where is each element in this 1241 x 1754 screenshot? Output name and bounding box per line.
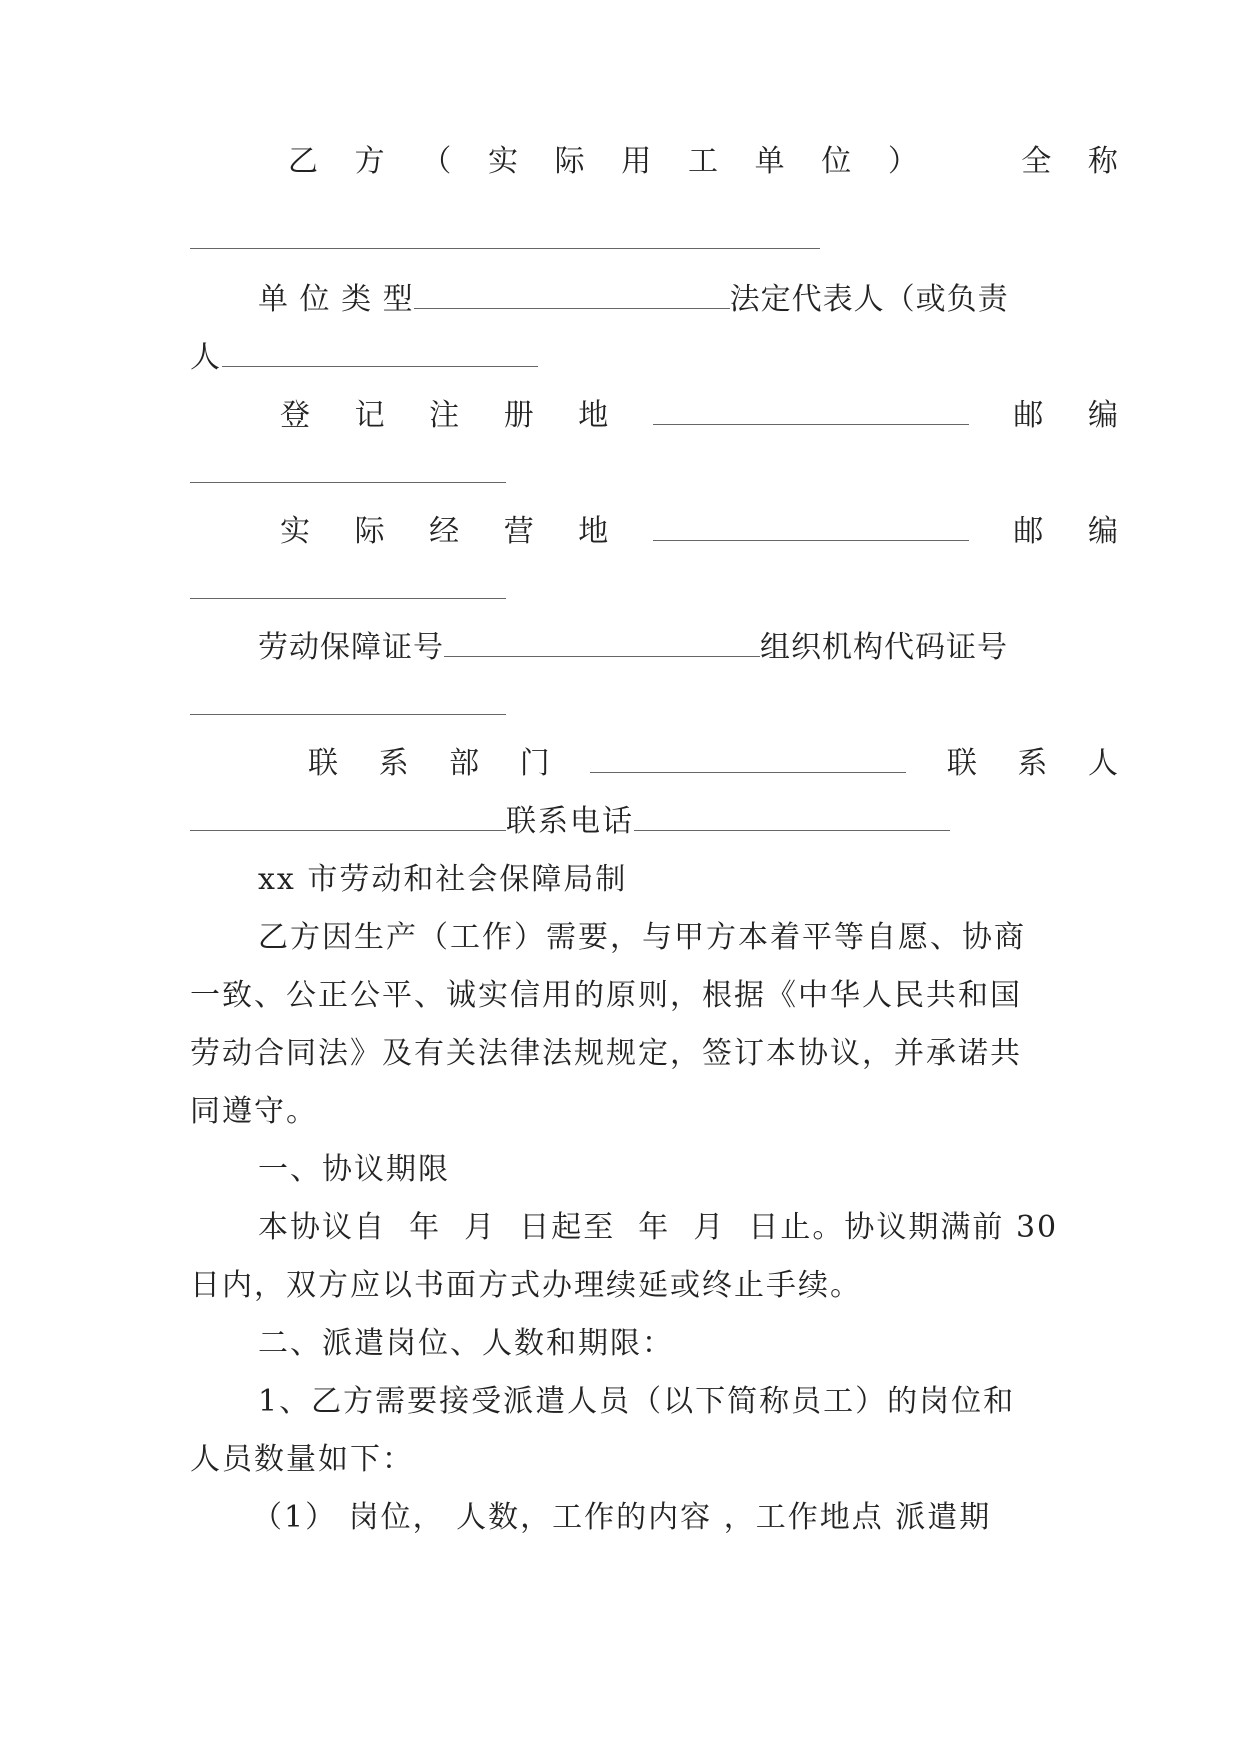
party-b-heading (190, 142, 1118, 182)
heading-char: 乙 (288, 144, 318, 179)
heading-char: （ (421, 144, 452, 179)
legal-rep-line (190, 338, 1050, 378)
postcode-char: 编 (1087, 398, 1118, 433)
section-1-text: 本协议自 年 月 日起至 年 月 日止。协议期满前 30 (258, 1210, 1059, 1245)
reg-address-line (190, 396, 1118, 436)
full-name-blank[interactable] (190, 222, 820, 249)
heading-char: 称 (1087, 144, 1118, 179)
labor-cert-line (190, 628, 1118, 668)
op-char: 际 (354, 514, 385, 549)
reg-address-blank[interactable] (653, 398, 969, 425)
full-name-blank-line (190, 220, 1050, 260)
org-code-label: 组织机构代码证号 (760, 630, 1008, 665)
legal-rep-blank[interactable] (222, 340, 538, 367)
reg-char: 登 (280, 398, 310, 433)
phone-blank[interactable] (634, 804, 950, 831)
heading-char: 用 (621, 144, 652, 179)
op-postcode-blank[interactable] (190, 572, 506, 599)
issuer: xx 市劳动和社会保障局制 (258, 862, 628, 897)
section-2-item-1: （1） 岗位， 人数，工作的内容 ，工作地点 派遣期 (252, 1500, 992, 1535)
contact-dept-blank[interactable] (590, 746, 906, 773)
unit-type-line (190, 280, 1118, 320)
heading-char: 工 (687, 144, 718, 179)
contact-char: 人 (1087, 746, 1118, 781)
dept-char: 系 (378, 746, 409, 781)
heading-char: 单 (754, 144, 785, 179)
section-1-title: 一、协议期限 (258, 1152, 450, 1187)
reg-char: 记 (354, 398, 385, 433)
contact-char: 联 (946, 746, 977, 781)
op-char: 营 (503, 514, 534, 549)
legal-rep-label: 法定代表人（或负责 (729, 282, 1009, 317)
section-2-text: 1、乙方需要接受派遣人员（以下简称员工）的岗位和 (258, 1384, 1016, 1419)
reg-char: 册 (503, 398, 534, 433)
body-paragraph-1: 同遵守。 (190, 1094, 318, 1129)
labor-cert-blank[interactable] (444, 630, 760, 657)
postcode-char: 邮 (1013, 398, 1044, 433)
postcode-char: 编 (1087, 514, 1118, 549)
contact-person-blank[interactable] (190, 804, 506, 831)
reg-postcode-blank-line (190, 454, 1050, 494)
contact-dept-line (190, 744, 1118, 784)
reg-postcode-blank[interactable] (190, 456, 506, 483)
legal-rep-cont: 人 (190, 340, 222, 375)
op-char: 地 (578, 514, 609, 549)
heading-char: 方 (354, 144, 385, 179)
body-paragraph-1: 劳动合同法》及有关法律法规规定，签订本协议，并承诺共 (190, 1036, 1022, 1071)
heading-char: 位 (821, 144, 852, 179)
op-address-blank[interactable] (653, 514, 969, 541)
dept-char: 部 (449, 746, 480, 781)
reg-char: 注 (429, 398, 460, 433)
op-char: 实 (280, 514, 310, 549)
heading-char: 际 (554, 144, 585, 179)
org-code-blank[interactable] (190, 688, 506, 715)
op-postcode-blank-line (190, 570, 1050, 610)
phone-label: 联系电话 (506, 804, 634, 839)
heading-char: 实 (487, 144, 518, 179)
body-paragraph-1: 乙方因生产（工作）需要，与甲方本着平等自愿、协商 (258, 920, 1026, 955)
body-paragraph-1: 一致、公正公平、诚实信用的原则，根据《中华人民共和国 (190, 978, 1022, 1013)
labor-cert-label: 劳动保障证号 (258, 630, 444, 665)
org-code-blank-line (190, 686, 1050, 726)
section-2-text: 人员数量如下： (190, 1442, 414, 1477)
unit-type-label: 单 位 类 型 (258, 282, 414, 317)
op-address-line (190, 512, 1118, 552)
heading-char: 全 (1021, 144, 1052, 179)
reg-char: 地 (578, 398, 609, 433)
section-1-text: 日内，双方应以书面方式办理续延或终止手续。 (190, 1268, 862, 1303)
dept-char: 联 (308, 746, 338, 781)
contact-char: 系 (1017, 746, 1048, 781)
section-2-title: 二、派遣岗位、人数和期限： (258, 1326, 674, 1361)
contact-phone-line (190, 802, 1050, 842)
heading-char: ） (887, 144, 918, 179)
op-char: 经 (429, 514, 460, 549)
dept-char: 门 (519, 746, 550, 781)
postcode-char: 邮 (1013, 514, 1044, 549)
unit-type-blank[interactable] (414, 282, 730, 309)
